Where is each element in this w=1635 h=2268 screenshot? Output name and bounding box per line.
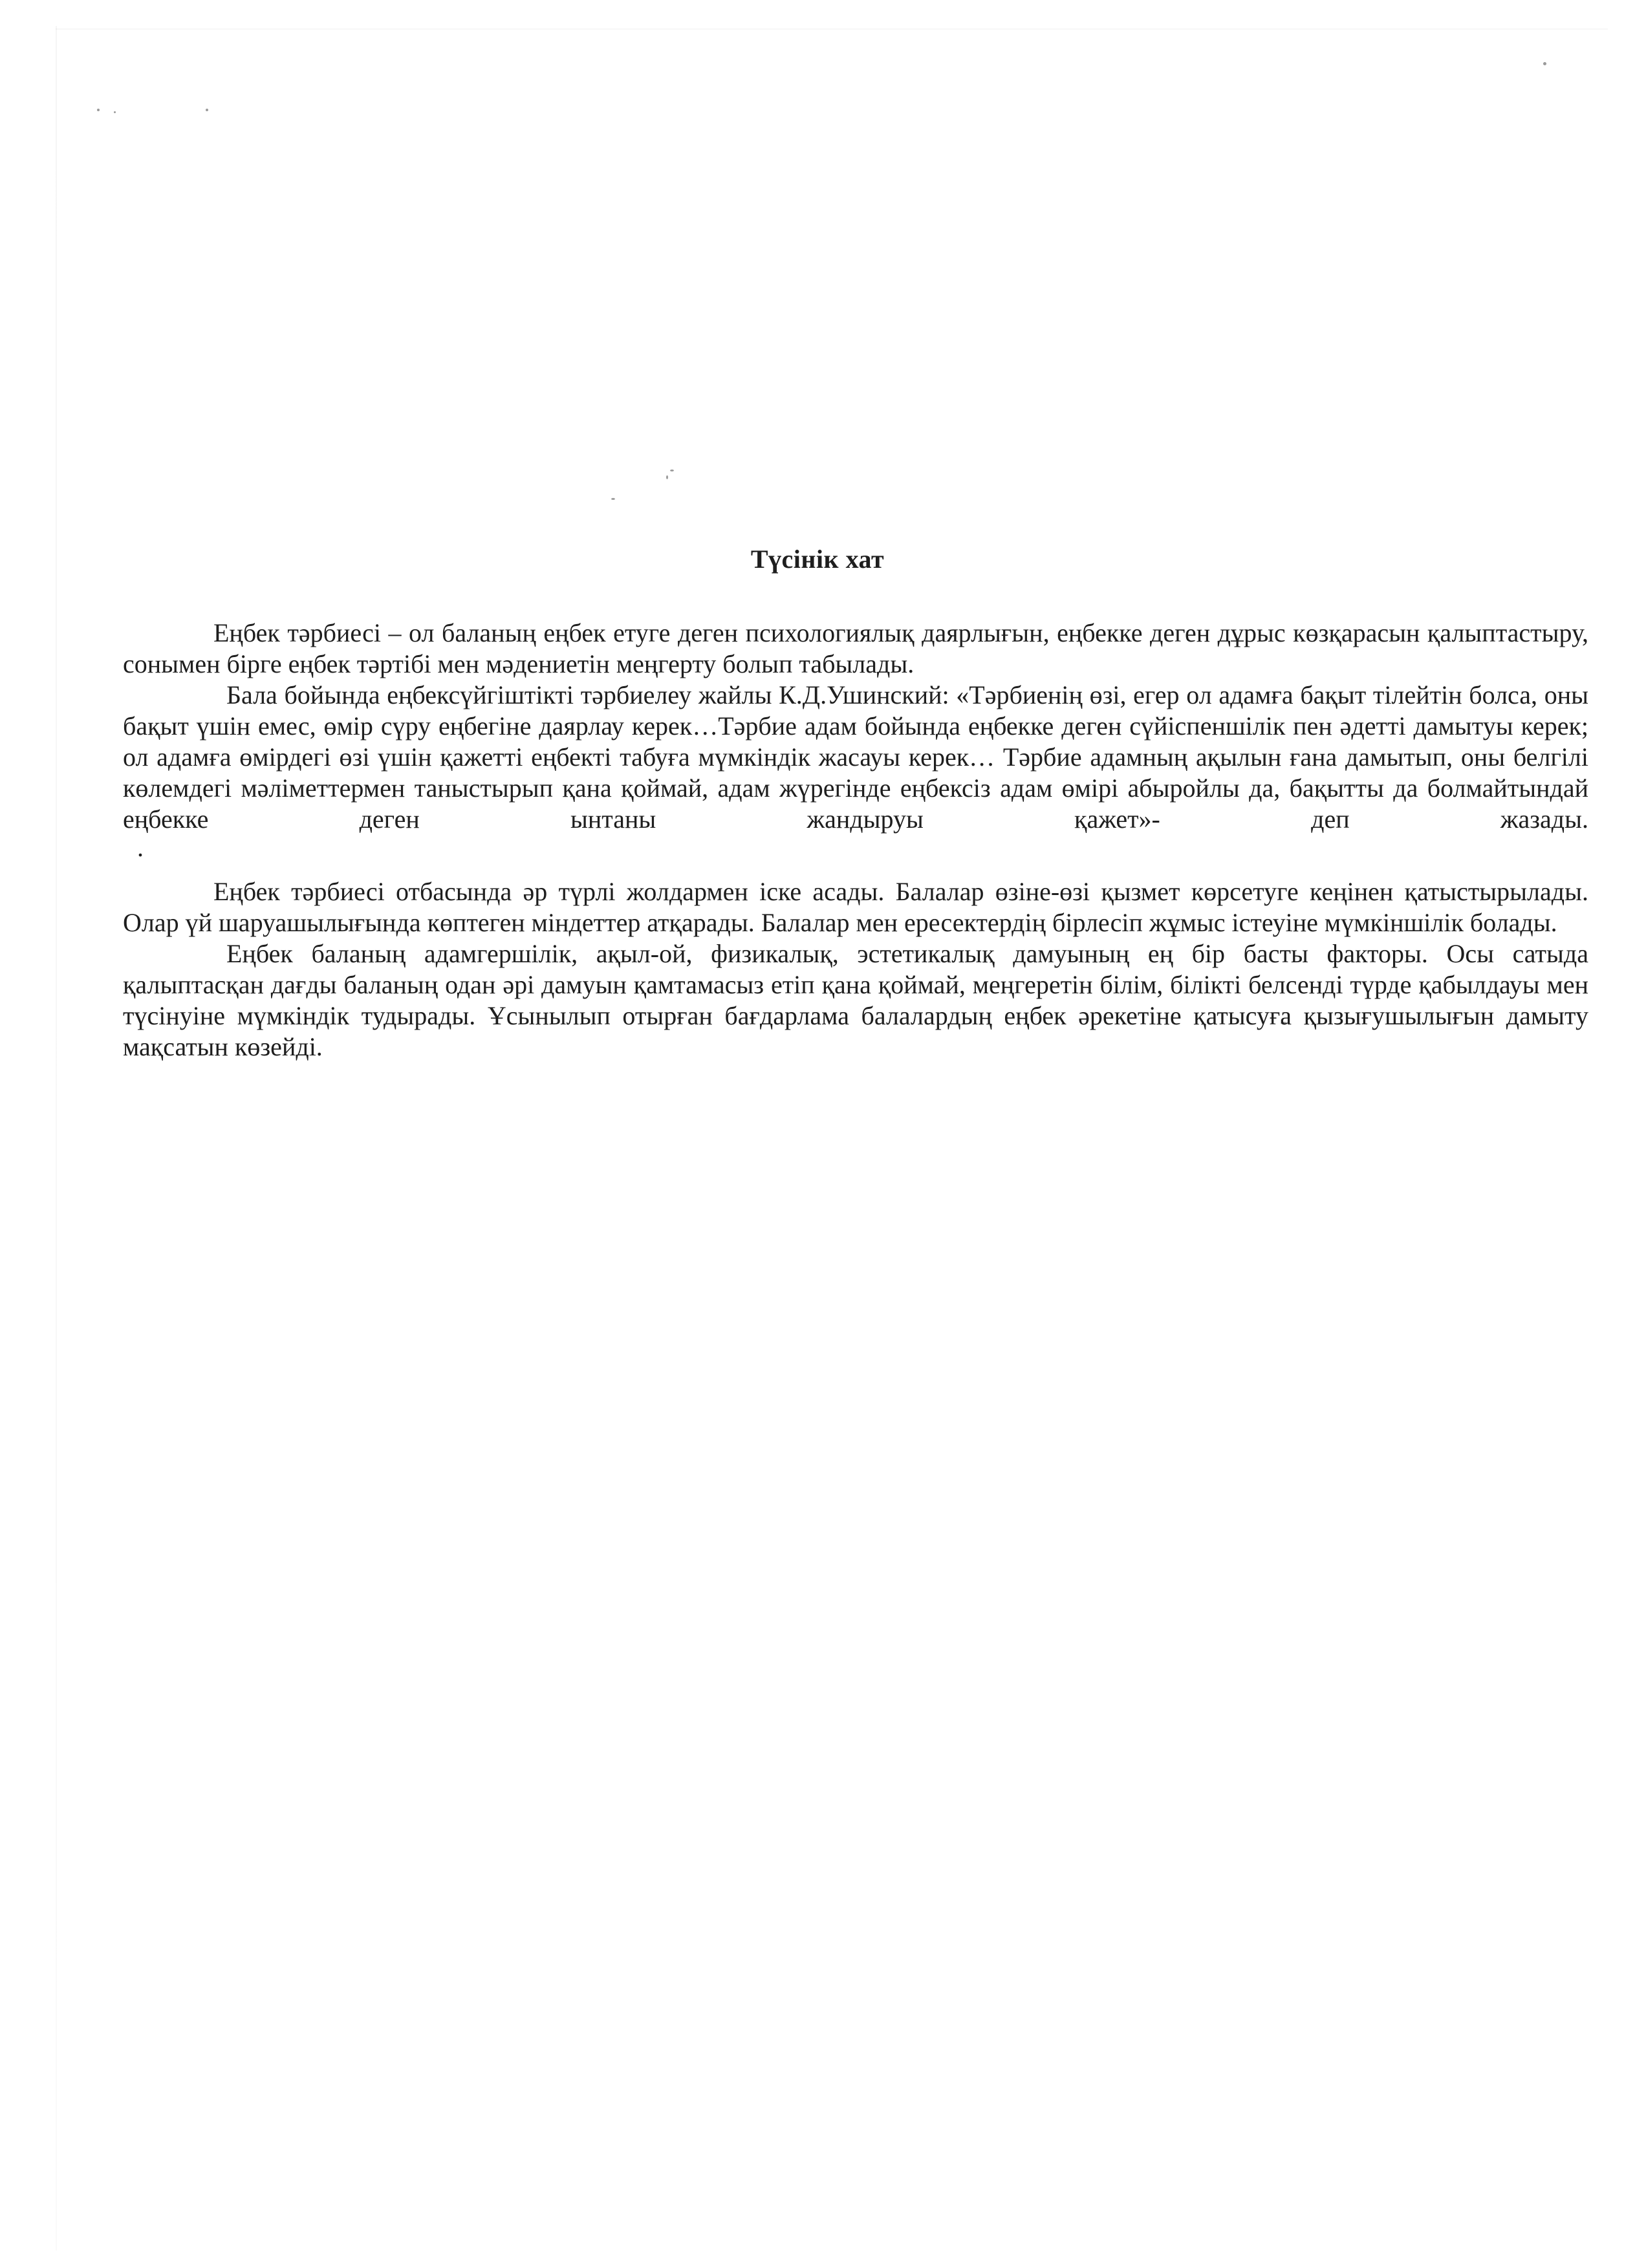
scan-speck [97,109,100,111]
paragraph-4: Еңбек баланың адамгершілік, ақыл-ой, физикалық, эстетикалық дамуының ең бір басты факторы. Осы сатыда қалыптасқан дағды баланың одан әрі дамуын қамтамасыз етіп қана қоймай, меңгеретін білім, білікті белсенді түрде қабылдауы мен түсінуіне мүмкіндік тудырады. Ұсынылып отырған бағдарлама балалардың еңбек әрекетіне қатысуға қызығушылығын дамыту мақсатын көзейді. [123,939,1588,1061]
stray-mark: . [137,833,144,862]
paragraph-2: Бала бойында еңбексүйгіштікті тәрбиелеу жайлы К.Д.Ушинский: «Тәрбиенің өзі, егер ол адамға бақыт тілейтін болса, оны бақыт үшін емес, өмір сүру еңбегіне даярлау керек…Тәрбие адам бойында еңбекке деген сүйіспеншілік пен әдетті дамытуы керек; ол адамға өмірдегі өзі үшін қажетті еңбекті табуға мүмкіндік жасауы керек… Тәрбие адамның ақылын ғана дамытып, оны белгілі көлемдегі мәліметтермен таныстырып қана қоймай, адам жүрегінде еңбексіз адам өмірі абыройлы да, бақытты да болмайтындай еңбекке деген ынтаны жандыруы қажет»- деп жазады. [123,680,1588,834]
scan-speck [670,470,674,471]
scan-speck [666,475,668,479]
paragraph-gap [123,866,1588,876]
scan-speck [206,109,208,111]
scan-speck [1543,62,1546,65]
paragraph-3: Еңбек тәрбиесі отбасында әр түрлі жолдармен іске асады. Балалар өзіне-өзі қызмет көрсетуге кеңінен қатыстырылады. Олар үй шаруашылығында көптеген міндеттер атқарады. Балалар мен ересектердің бірлесіп жұмыс істеуіне мүмкіншілік болады. [123,877,1588,937]
scan-speck [611,498,615,500]
document-body [123,618,1588,1063]
scan-speck [114,111,116,113]
scan-edge-left [56,26,57,2251]
document-title: Түсінік хат [750,545,885,574]
scan-edge-top [56,28,1608,30]
paragraph-1: Еңбек тәрбиесі – ол баланың еңбек етуге деген психологиялық даярлығын, еңбекке деген дұрыс көзқарасын қалыптастыру, сонымен бірге еңбек тәртібі мен мәдениетін меңгерту болып табылады. [123,618,1588,678]
